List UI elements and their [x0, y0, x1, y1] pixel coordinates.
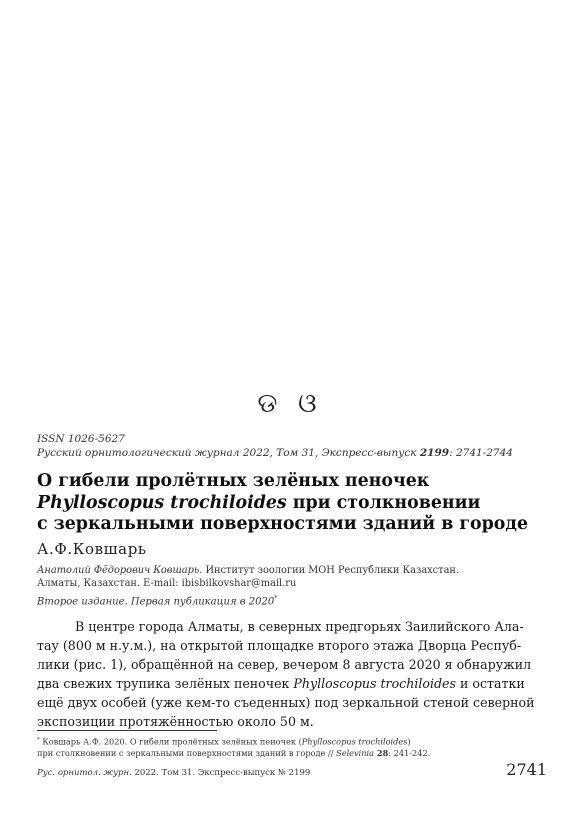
affiliation-line-2: Алматы, Казахстан. E-mail: ibisbilkovshar@mail.ru: [37, 578, 297, 589]
footnote: [37, 735, 547, 759]
body-line-3: лики (рис. 1), обращённой на север, вечером 8 августа 2020 я обнаружил: [37, 657, 532, 672]
title-line-1: О гибели пролётных зелёных пеночек: [37, 471, 430, 491]
edition-note: [37, 595, 277, 607]
body-line-1: В центре города Алматы, в северных предгорьях Заилийского Ала-: [75, 619, 524, 634]
footnote-pages: : 241-242.: [388, 747, 431, 758]
issue-number: 2199: [419, 447, 450, 459]
title-line-2-rest: при столкновении: [286, 492, 481, 513]
body-line-4-prefix: два свежих трупика зелёных пеночек: [37, 676, 294, 691]
page-number: 2741: [506, 760, 547, 779]
issn-block: [37, 432, 547, 460]
affiliation-line-1: [37, 564, 547, 577]
body-line-4: [37, 674, 547, 693]
journal-citation: [37, 446, 547, 460]
footnote-line-1-prefix: Ковшарь А.Ф. 2020. О гибели пролётных зелёных пеночек (: [39, 736, 302, 747]
affiliation-institute: . Институт зоологии МОН Республики Казахстан.: [199, 565, 460, 576]
journal-citation-pages: : 2741-2744: [449, 447, 513, 459]
footer-issue: 2022. Том 31. Экспресс-выпуск № 2199: [131, 768, 311, 778]
title-line-2: [37, 493, 547, 515]
title-species: Phylloscopus trochiloides: [37, 492, 287, 513]
footnote-mark: *: [37, 737, 40, 743]
footnote-species: Phylloscopus trochiloides: [301, 736, 408, 747]
article-title: [37, 471, 547, 536]
section-ornament: ଡ ଓ: [257, 388, 323, 419]
journal-citation-prefix: Русский орнитологический журнал 2022, Том 31, Экспресс-выпуск: [37, 447, 420, 459]
body-line-2: тау (800 м н.у.м.), на открытой площадке второго этажа Дворца Респуб-: [37, 638, 522, 653]
body-line-5: ещё двух особей (уже кем-то съеденных) под зеркальной стеной северной: [37, 695, 535, 710]
title-line-3: с зеркальными поверхностями зданий в городе: [37, 514, 529, 534]
author-affiliation: [37, 564, 547, 590]
footnote-line-2: [37, 748, 547, 759]
footnote-line-2-prefix: при столкновении с зеркальными поверхностями зданий в городе //: [37, 747, 337, 758]
edition-text: Второе издание. Первая публикация в 2020: [37, 596, 275, 608]
footnote-line-1-suffix: ): [407, 736, 411, 747]
footnote-divider: [37, 730, 217, 731]
footnote-line-1: [37, 735, 547, 748]
body-species: Phylloscopus trochiloides: [293, 676, 456, 691]
author-name: А.Ф.Ковшарь: [37, 540, 147, 558]
running-footer: [37, 768, 310, 778]
body-line-6: экспозиции протяжённостью около 50 м.: [37, 714, 314, 729]
affiliation-author: Анатолий Фёдорович Ковшарь: [37, 565, 200, 576]
body-line-4-suffix: и остатки: [455, 676, 525, 691]
footnote-journal: Selevinia: [336, 747, 375, 758]
article-body: [37, 617, 547, 731]
issn-number: ISSN 1026-5627: [37, 433, 125, 445]
footnote-volume: 28: [374, 747, 389, 758]
edition-footnote-mark: *: [274, 595, 278, 602]
footer-journal: Рус. орнитол. журн.: [37, 768, 132, 778]
